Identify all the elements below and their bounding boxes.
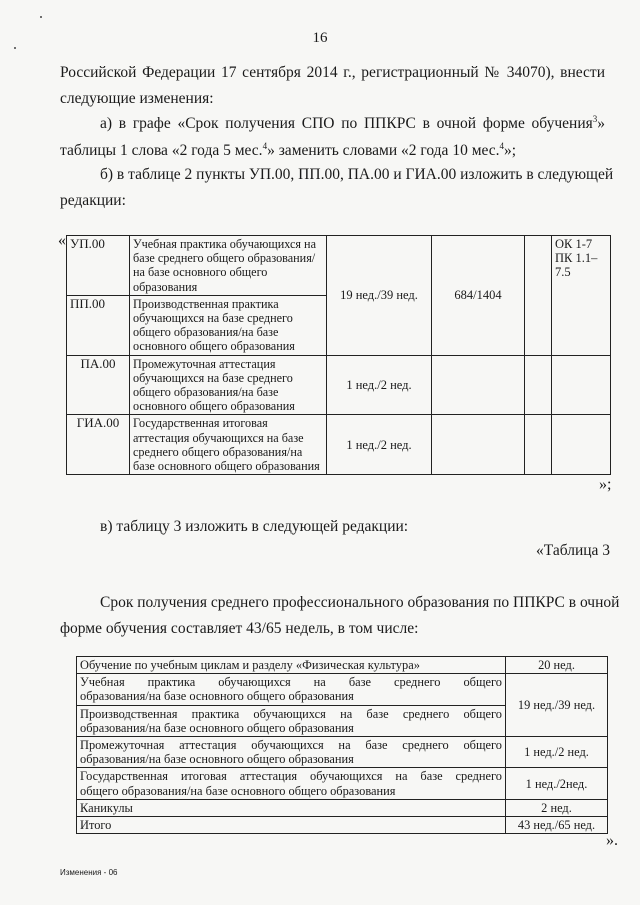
item-b-line2: редакции: [60, 192, 126, 209]
table3-close-quote: ». [606, 832, 618, 849]
table-3 [76, 656, 608, 834]
table-cell-hours [432, 415, 525, 475]
table2-close-quote: »; [599, 476, 612, 493]
table-cell-value: 2 нед. [506, 799, 608, 816]
item-a-text: таблицы 1 слова «2 года 5 мес. [60, 142, 263, 159]
table-cell-label [77, 768, 506, 799]
table-cell-label [77, 737, 506, 768]
table2-open-quote: « [58, 232, 66, 249]
table-cell-value: 1 нед./2 нед. [506, 737, 608, 768]
table-cell-empty [525, 236, 552, 356]
label-line: Государственная итоговая аттестация обучающихся на базе среднего [80, 769, 502, 784]
label-line: Промежуточная аттестация обучающихся на базе среднего общего [80, 738, 502, 753]
table-cell-label [77, 705, 506, 736]
label-line: общего образования/на базе основного общего образования [80, 783, 396, 798]
table-row [67, 415, 611, 475]
footnote-ref: 4 [262, 141, 268, 151]
table-cell-description: Государственная итоговая аттестация обучающихся на базе среднего общего образования/на базе основного общего образования [130, 415, 327, 475]
table-cell-label [77, 674, 506, 705]
scan-speck [40, 16, 42, 18]
paragraph-duration-line1: Срок получения среднего профессионального образования по ППКРС в очной [100, 594, 620, 611]
label-line: Производственная практика обучающихся на базе среднего общего [80, 706, 502, 721]
item-a-line2 [60, 142, 516, 160]
table-cell-value: 43 нед./65 нед. [506, 817, 608, 834]
table-cell-description: Промежуточная аттестация обучающихся на базе среднего общего образования/на базе основного общего образования [130, 355, 327, 415]
paragraph-intro-line2: следующие изменения: [60, 90, 214, 107]
table-row [77, 799, 608, 816]
label-line: образования/на базе основного общего образования [80, 752, 354, 767]
table-2 [66, 235, 611, 475]
competencies-ok: ОК 1-7 [555, 237, 593, 251]
table-cell-empty [525, 415, 552, 475]
table-cell-hours [432, 355, 525, 415]
footer-revision: Изменения - 06 [60, 868, 118, 877]
table-cell-label: Каникулы [77, 799, 506, 816]
table-cell-label: Итого [77, 817, 506, 834]
table-cell-hours: 684/1404 [432, 236, 525, 356]
table-row [67, 236, 611, 296]
table-cell-competencies [552, 415, 611, 475]
item-a-text: » заменить словами «2 года 10 мес. [267, 142, 500, 159]
table-cell-code: ПА.00 [67, 355, 130, 415]
table-cell-empty [525, 355, 552, 415]
table3-caption: «Таблица 3 [536, 542, 611, 559]
table-cell-code: УП.00 [67, 236, 130, 296]
table-cell-competencies [552, 236, 611, 356]
table-cell-value: 20 нед. [506, 657, 608, 674]
table-cell-value: 1 нед./2нед. [506, 768, 608, 799]
table-row [77, 817, 608, 834]
item-a-text-end: »; [504, 142, 517, 159]
table-cell-value: 19 нед./39 нед. [506, 674, 608, 737]
label-line: образования/на базе основного общего образования [80, 689, 354, 704]
label-line: образования/на базе основного общего образования [80, 720, 354, 735]
table-cell-description: Производственная практика обучающихся на базе среднего общего образования/на базе основного общего образования [130, 295, 327, 355]
footnote-ref: 4 [499, 141, 505, 151]
table-cell-code: ГИА.00 [67, 415, 130, 475]
table-cell-weeks: 1 нед./2 нед. [327, 415, 432, 475]
table-cell-weeks: 1 нед./2 нед. [327, 355, 432, 415]
table-cell-code: ПП.00 [67, 295, 130, 355]
item-a-text-end: » [597, 115, 605, 132]
table-row [77, 674, 608, 705]
table-row [77, 657, 608, 674]
page-number: 16 [312, 30, 328, 46]
paragraph-duration-line2: форме обучения составляет 43/65 недель, в том числе: [60, 620, 419, 637]
scan-speck [14, 47, 16, 49]
table-cell-description: Учебная практика обучающихся на базе среднего общего образования/на базе основного общего образования [130, 236, 327, 296]
footnote-ref: 3 [592, 114, 598, 124]
table-cell-weeks: 19 нед./39 нед. [327, 236, 432, 356]
item-a-text: а) в графе «Срок получения СПО по ППКРС в очной форме обучения [100, 115, 593, 132]
item-a-line1 [100, 115, 605, 133]
item-c-line: в) таблицу 3 изложить в следующей редакции: [100, 518, 409, 535]
table-row [77, 737, 608, 768]
item-b-line1: б) в таблице 2 пункты УП.00, ПП.00, ПА.00 и ГИА.00 изложить в следующей [100, 166, 614, 183]
competencies-pk: ПК 1.1–7.5 [555, 251, 598, 280]
label-line: Учебная практика обучающихся на базе среднего общего [80, 675, 502, 690]
table-cell-label: Обучение по учебным циклам и разделу «Физическая культура» [77, 657, 506, 674]
paragraph-intro-line1: Российской Федерации 17 сентября 2014 г., регистрационный № 34070), внести [60, 64, 605, 81]
table-row [67, 355, 611, 415]
table-cell-competencies [552, 355, 611, 415]
table-row [77, 768, 608, 799]
